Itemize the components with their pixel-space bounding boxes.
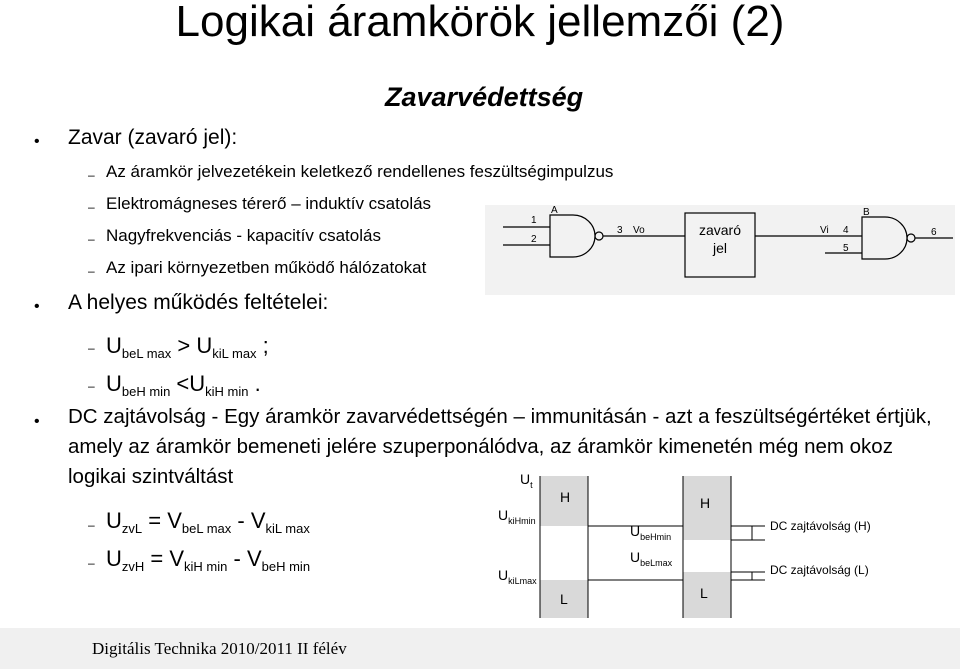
list-item: Az ipari környezetben működő hálózatokat	[106, 258, 427, 277]
label-h-output: H	[560, 489, 571, 505]
gate-label-b: B	[863, 207, 870, 218]
pin-label: 5	[843, 243, 849, 254]
noise-label: zavaró	[698, 222, 742, 238]
footer-text: Digitális Technika 2010/2011 II félév	[92, 639, 347, 658]
bullet-conditions: A helyes működés feltételei:	[68, 291, 329, 314]
label-l-input: L	[700, 585, 708, 601]
footer-bar	[0, 628, 960, 669]
list-item: Az áramkör jelvezetékein keletkező rendellenes feszültségimpulzus	[106, 162, 614, 181]
label-ukilmax: $U_{kiLmax}$	[498, 567, 537, 586]
axis-label-ut: $U_t$	[520, 471, 533, 490]
noise-margin-diagram	[490, 462, 910, 622]
dash-marker: –	[88, 556, 95, 570]
equation-uzvl: $U_{zvL} = V_{beL max} - V_{kiL max}$	[106, 508, 310, 536]
equation-uzvh: $U_{zvH} = V_{kiH min} - V_{beH min}$	[106, 546, 311, 574]
label-h-input: H	[700, 495, 711, 511]
dash-marker: –	[88, 168, 95, 182]
bullet-marker: •	[34, 133, 40, 150]
dash-marker: –	[88, 200, 95, 214]
list-item: Elektromágneses térerő – induktív csatolás	[106, 194, 432, 213]
label-dc-l: DC zajtávolság (L)	[770, 563, 869, 577]
bullet-marker: •	[34, 413, 40, 430]
dash-marker: –	[88, 341, 95, 355]
pin-label: Vo	[633, 225, 645, 236]
section-subtitle: Zavarvédettség	[385, 82, 584, 112]
pin-label: 3	[617, 225, 623, 236]
condition-low: $U_{beL max} > U_{kiL max}$ ;	[106, 333, 269, 361]
list-item: Nagyfrekvenciás - kapacitív csatolás	[106, 226, 381, 245]
pin-label: 4	[843, 225, 849, 236]
bullet-zavar: Zavar (zavaró jel):	[68, 126, 238, 149]
dash-marker: –	[88, 379, 95, 393]
page-title: Logikai áramkörök jellemzői (2)	[175, 0, 785, 46]
dash-marker: –	[88, 264, 95, 278]
dash-marker: –	[88, 232, 95, 246]
bullet-marker: •	[34, 298, 40, 315]
label-dc-h: DC zajtávolság (H)	[770, 519, 871, 533]
gate-chain-diagram	[485, 205, 955, 295]
label-ubehmin: $U_{beHmin}$	[630, 523, 672, 542]
condition-high: $U_{beH min} <U_{kiH min}$ .	[106, 371, 261, 399]
pin-label: 1	[531, 215, 537, 226]
pin-label: 6	[931, 227, 937, 238]
gate-label-a: A	[551, 205, 558, 216]
pin-label: Vi	[820, 225, 829, 236]
label-l-output: L	[560, 591, 568, 607]
label-ukihmin: $U_{kiHmin}$	[498, 507, 536, 526]
noise-label: jel	[712, 240, 728, 256]
dash-marker: –	[88, 518, 95, 532]
label-ubelmax: $U_{beLmax}$	[630, 549, 673, 568]
dc-noise-definition: DC zajtávolság - Egy áramkör zavarvédettségén – immunitásán - azt a feszültségértéket értjük, amely az áramkör bemeneti jelére szuperponálódva, az áramkör kimenetén még nem okoz logikai szintváltást	[68, 405, 932, 488]
pin-label: 2	[531, 234, 537, 245]
